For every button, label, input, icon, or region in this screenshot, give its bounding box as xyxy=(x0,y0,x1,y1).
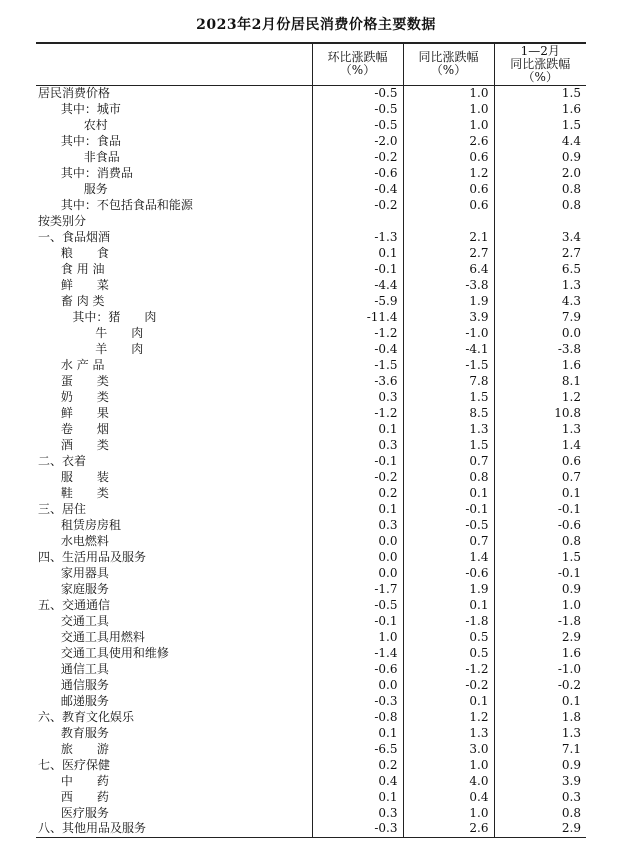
table-row xyxy=(36,693,586,709)
header-cum-line-1: 1—2月 xyxy=(520,43,560,58)
cell-cumulative: 2.9 xyxy=(494,821,586,837)
table-row xyxy=(36,709,586,725)
row-label: 三、居住 xyxy=(38,501,87,516)
cell-mom: 0.1 xyxy=(312,725,403,741)
table-row xyxy=(36,165,586,181)
row-label: 家庭服务 xyxy=(38,581,109,596)
cell-cumulative: -0.1 xyxy=(494,501,586,517)
table-row xyxy=(36,373,586,389)
row-label: 四、生活用品及服务 xyxy=(38,549,147,564)
row-label: 医疗服务 xyxy=(38,805,109,820)
cell-yoy: 1.5 xyxy=(403,437,494,453)
row-label: 畜 肉 类 xyxy=(38,293,105,308)
cell-mom: 1.0 xyxy=(312,629,403,645)
row-label: 其中：食品 xyxy=(38,133,121,148)
cell-mom: -0.5 xyxy=(312,117,403,133)
cell-mom: -3.6 xyxy=(312,373,403,389)
cell-mom: -5.9 xyxy=(312,293,403,309)
cell-cumulative: 0.8 xyxy=(494,181,586,197)
cell-mom: 0.1 xyxy=(312,421,403,437)
cell-cumulative: 0.6 xyxy=(494,453,586,469)
table-row xyxy=(36,213,586,229)
cell-cumulative: -1.8 xyxy=(494,613,586,629)
row-label: 交通工具用燃料 xyxy=(38,629,145,644)
cell-yoy: -0.5 xyxy=(403,517,494,533)
cell-cumulative: 2.9 xyxy=(494,629,586,645)
header-cum-line-3: （%） xyxy=(522,69,558,84)
cell-cumulative: 1.5 xyxy=(494,549,586,565)
cell-mom: 0.3 xyxy=(312,437,403,453)
row-label: 五、交通通信 xyxy=(38,597,111,612)
table-row xyxy=(36,309,586,325)
table-row xyxy=(36,357,586,373)
cell-cumulative: 0.9 xyxy=(494,149,586,165)
table-header-row xyxy=(36,43,586,85)
row-label: 其中：消费品 xyxy=(38,165,133,180)
cell-mom: -0.1 xyxy=(312,261,403,277)
cell-mom: -0.2 xyxy=(312,149,403,165)
table-row xyxy=(36,821,586,837)
cell-cumulative: 7.1 xyxy=(494,741,586,757)
cell-mom: 0.1 xyxy=(312,789,403,805)
cell-cumulative: 2.7 xyxy=(494,245,586,261)
table-row xyxy=(36,101,586,117)
cell-cumulative: 0.8 xyxy=(494,805,586,821)
cell-cumulative: 4.3 xyxy=(494,293,586,309)
cell-yoy: 0.1 xyxy=(403,485,494,501)
cell-yoy: 6.4 xyxy=(403,261,494,277)
cell-cumulative: 8.1 xyxy=(494,373,586,389)
table-row xyxy=(36,405,586,421)
cell-cumulative: -0.1 xyxy=(494,565,586,581)
cell-cumulative: 3.4 xyxy=(494,229,586,245)
table-row xyxy=(36,629,586,645)
cell-cumulative: 10.8 xyxy=(494,405,586,421)
cell-mom: 0.3 xyxy=(312,805,403,821)
header-mom xyxy=(312,43,403,85)
cell-yoy: 0.8 xyxy=(403,469,494,485)
row-label: 粮 食 xyxy=(38,245,109,260)
table-row xyxy=(36,597,586,613)
cell-yoy: 0.6 xyxy=(403,181,494,197)
cell-cumulative: 3.9 xyxy=(494,773,586,789)
cell-cumulative: 1.5 xyxy=(494,117,586,133)
cell-cumulative: 0.8 xyxy=(494,197,586,213)
cell-yoy: 1.3 xyxy=(403,421,494,437)
cell-cumulative: 1.8 xyxy=(494,709,586,725)
cell-cumulative: -0.2 xyxy=(494,677,586,693)
row-label: 酒 类 xyxy=(38,437,109,452)
cell-cumulative: 0.1 xyxy=(494,485,586,501)
cell-mom: -0.4 xyxy=(312,341,403,357)
cell-cumulative: 7.9 xyxy=(494,309,586,325)
row-label: 羊 肉 xyxy=(38,341,144,356)
row-label: 蛋 类 xyxy=(38,373,109,388)
header-label-column xyxy=(36,43,312,85)
cell-mom: -6.5 xyxy=(312,741,403,757)
table-row xyxy=(36,277,586,293)
table-row xyxy=(36,469,586,485)
cell-mom: -0.5 xyxy=(312,597,403,613)
row-label: 农村 xyxy=(38,117,108,132)
cell-cumulative: 1.6 xyxy=(494,357,586,373)
cell-cumulative: 0.9 xyxy=(494,757,586,773)
cell-mom: -0.2 xyxy=(312,469,403,485)
cell-yoy: 1.2 xyxy=(403,165,494,181)
cell-cumulative: 1.2 xyxy=(494,389,586,405)
row-label: 通信服务 xyxy=(38,677,109,692)
row-label: 租赁房房租 xyxy=(38,517,121,532)
page-title: 2023年2月份居民消费价格主要数据 xyxy=(196,17,436,33)
cell-cumulative: -3.8 xyxy=(494,341,586,357)
table-row xyxy=(36,293,586,309)
cell-yoy: -4.1 xyxy=(403,341,494,357)
cell-yoy: 3.9 xyxy=(403,309,494,325)
row-label: 水 产 品 xyxy=(38,357,105,372)
cell-yoy: 7.8 xyxy=(403,373,494,389)
row-label: 其中：城市 xyxy=(38,101,121,116)
cell-yoy: -0.1 xyxy=(403,501,494,517)
cell-mom: -0.6 xyxy=(312,165,403,181)
row-label: 其中：猪 肉 xyxy=(38,309,157,324)
row-label: 中 药 xyxy=(38,773,109,788)
table-row xyxy=(36,677,586,693)
cell-yoy: -0.6 xyxy=(403,565,494,581)
row-label: 教育服务 xyxy=(38,725,109,740)
cell-cumulative: 1.5 xyxy=(494,85,586,101)
table-row xyxy=(36,197,586,213)
cell-cumulative: 0.3 xyxy=(494,789,586,805)
cell-yoy: 8.5 xyxy=(403,405,494,421)
table-row xyxy=(36,149,586,165)
cell-mom: -1.7 xyxy=(312,581,403,597)
cell-yoy: -3.8 xyxy=(403,277,494,293)
cell-mom: -0.1 xyxy=(312,613,403,629)
cell-yoy: 0.5 xyxy=(403,645,494,661)
cell-mom: 0.2 xyxy=(312,757,403,773)
cell-cumulative: 1.6 xyxy=(494,645,586,661)
row-label: 鲜 果 xyxy=(38,405,109,420)
table-row xyxy=(36,85,586,101)
table-row xyxy=(36,741,586,757)
cell-cumulative: 2.0 xyxy=(494,165,586,181)
cell-yoy: 1.9 xyxy=(403,581,494,597)
row-label: 按类别分 xyxy=(38,213,87,228)
cell-cumulative: 1.4 xyxy=(494,437,586,453)
table-row xyxy=(36,645,586,661)
cell-cumulative: 1.3 xyxy=(494,421,586,437)
table-row xyxy=(36,725,586,741)
cell-yoy: 4.0 xyxy=(403,773,494,789)
cell-yoy: 2.6 xyxy=(403,821,494,837)
cell-cumulative: -0.6 xyxy=(494,517,586,533)
table-row xyxy=(36,341,586,357)
row-label: 食 用 油 xyxy=(38,261,105,276)
cell-yoy: 1.2 xyxy=(403,709,494,725)
cell-yoy: 0.1 xyxy=(403,597,494,613)
row-label: 鞋 类 xyxy=(38,485,109,500)
cell-mom: 0.1 xyxy=(312,245,403,261)
table-row xyxy=(36,773,586,789)
cell-yoy: 1.3 xyxy=(403,725,494,741)
cell-mom: -4.4 xyxy=(312,277,403,293)
row-label: 其中：不包括食品和能源 xyxy=(38,197,193,212)
cell-mom: -0.5 xyxy=(312,101,403,117)
table-body xyxy=(36,85,586,837)
header-cum-line-2: 同比涨跌幅 xyxy=(510,56,571,71)
cell-mom: -0.3 xyxy=(312,821,403,837)
table-row xyxy=(36,533,586,549)
cell-yoy: 1.4 xyxy=(403,549,494,565)
cell-cumulative: 1.6 xyxy=(494,101,586,117)
cell-mom: 0.0 xyxy=(312,565,403,581)
table-row xyxy=(36,261,586,277)
cell-mom: -0.5 xyxy=(312,85,403,101)
cell-cumulative: 0.7 xyxy=(494,469,586,485)
cell-yoy: -1.8 xyxy=(403,613,494,629)
cell-cumulative: 4.4 xyxy=(494,133,586,149)
header-mom-line-1: 环比涨跌幅 xyxy=(327,50,388,65)
row-label: 鲜 菜 xyxy=(38,277,109,292)
table-row xyxy=(36,549,586,565)
cell-mom: 0.0 xyxy=(312,549,403,565)
header-cumulative xyxy=(494,43,586,85)
cell-mom: -0.4 xyxy=(312,181,403,197)
row-label: 七、医疗保健 xyxy=(38,757,111,772)
cell-mom: 0.2 xyxy=(312,485,403,501)
table-row xyxy=(36,565,586,581)
table-row xyxy=(36,613,586,629)
row-label: 奶 类 xyxy=(38,389,109,404)
header-yoy-line-2: （%） xyxy=(430,63,467,78)
cell-yoy: 3.0 xyxy=(403,741,494,757)
table-row xyxy=(36,517,586,533)
cell-cumulative: 1.3 xyxy=(494,277,586,293)
table-row xyxy=(36,501,586,517)
cell-yoy: 0.5 xyxy=(403,629,494,645)
row-label: 水电燃料 xyxy=(38,533,109,548)
table-row xyxy=(36,421,586,437)
row-label: 六、教育文化娱乐 xyxy=(38,709,135,724)
row-label: 服务 xyxy=(38,181,108,196)
row-label: 一、食品烟酒 xyxy=(38,229,111,244)
cell-cumulative: 0.0 xyxy=(494,325,586,341)
row-label: 邮递服务 xyxy=(38,693,109,708)
cell-cumulative: 1.3 xyxy=(494,725,586,741)
table-row xyxy=(36,389,586,405)
table-row xyxy=(36,437,586,453)
cell-cumulative: 0.8 xyxy=(494,533,586,549)
header-yoy xyxy=(403,43,494,85)
cell-yoy: -1.5 xyxy=(403,357,494,373)
table-row xyxy=(36,133,586,149)
cell-yoy: 2.6 xyxy=(403,133,494,149)
cell-mom: 0.3 xyxy=(312,389,403,405)
row-label: 非食品 xyxy=(38,149,120,164)
cell-cumulative: 1.0 xyxy=(494,597,586,613)
table-row xyxy=(36,757,586,773)
table-row xyxy=(36,117,586,133)
row-label: 卷 烟 xyxy=(38,421,109,436)
cell-yoy: 1.9 xyxy=(403,293,494,309)
table-row xyxy=(36,181,586,197)
cell-cumulative xyxy=(494,213,586,229)
cpi-data-table xyxy=(36,42,586,838)
row-label: 交通工具使用和维修 xyxy=(38,645,169,660)
header-mom-line-2: （%） xyxy=(339,63,376,78)
cell-mom xyxy=(312,213,403,229)
cell-mom: -11.4 xyxy=(312,309,403,325)
cell-mom: 0.1 xyxy=(312,501,403,517)
row-label: 西 药 xyxy=(38,789,109,804)
cell-yoy: 0.6 xyxy=(403,197,494,213)
row-label: 八、其他用品及服务 xyxy=(36,821,312,837)
cell-mom: 0.3 xyxy=(312,517,403,533)
cell-mom: -1.2 xyxy=(312,325,403,341)
table-row xyxy=(36,485,586,501)
cell-yoy: 0.7 xyxy=(403,453,494,469)
table-row xyxy=(36,789,586,805)
cell-yoy: 0.1 xyxy=(403,693,494,709)
table-row xyxy=(36,661,586,677)
cell-yoy: 1.0 xyxy=(403,85,494,101)
header-yoy-line-1: 同比涨跌幅 xyxy=(418,50,479,65)
cell-mom: -1.5 xyxy=(312,357,403,373)
cell-mom: 0.4 xyxy=(312,773,403,789)
row-label: 居民消费价格 xyxy=(38,85,111,100)
cell-yoy: 2.1 xyxy=(403,229,494,245)
cell-yoy: 2.7 xyxy=(403,245,494,261)
cell-yoy: -0.2 xyxy=(403,677,494,693)
row-label: 通信工具 xyxy=(38,661,109,676)
cell-yoy: 1.0 xyxy=(403,101,494,117)
table-row xyxy=(36,229,586,245)
table-row xyxy=(36,325,586,341)
cell-yoy xyxy=(403,213,494,229)
cell-yoy: 0.4 xyxy=(403,789,494,805)
cell-yoy: 0.6 xyxy=(403,149,494,165)
row-label: 家用器具 xyxy=(38,565,109,580)
cell-mom: -2.0 xyxy=(312,133,403,149)
cell-yoy: 1.5 xyxy=(403,389,494,405)
cell-yoy: -1.0 xyxy=(403,325,494,341)
cell-mom: -0.6 xyxy=(312,661,403,677)
row-label: 服 装 xyxy=(38,469,109,484)
table-row xyxy=(36,805,586,821)
table-row xyxy=(36,453,586,469)
cell-mom: 0.0 xyxy=(312,677,403,693)
table-row xyxy=(36,581,586,597)
cell-cumulative: -1.0 xyxy=(494,661,586,677)
cell-mom: -0.3 xyxy=(312,693,403,709)
cell-cumulative: 0.1 xyxy=(494,693,586,709)
row-label: 旅 游 xyxy=(38,741,109,756)
cell-yoy: 0.7 xyxy=(403,533,494,549)
cell-mom: 0.0 xyxy=(312,533,403,549)
cell-mom: -0.8 xyxy=(312,709,403,725)
cell-mom: -1.2 xyxy=(312,405,403,421)
row-label: 交通工具 xyxy=(38,613,109,628)
cell-cumulative: 6.5 xyxy=(494,261,586,277)
row-label: 二、衣着 xyxy=(38,453,87,468)
cell-yoy: 1.0 xyxy=(403,757,494,773)
cell-yoy: 1.0 xyxy=(403,805,494,821)
cell-mom: -0.2 xyxy=(312,197,403,213)
cell-mom: -0.1 xyxy=(312,453,403,469)
row-label: 牛 肉 xyxy=(38,325,144,340)
cell-yoy: -1.2 xyxy=(403,661,494,677)
cell-yoy: 1.0 xyxy=(403,117,494,133)
table-row xyxy=(36,245,586,261)
cell-cumulative: 0.9 xyxy=(494,581,586,597)
cell-mom: -1.3 xyxy=(312,229,403,245)
cell-mom: -1.4 xyxy=(312,645,403,661)
